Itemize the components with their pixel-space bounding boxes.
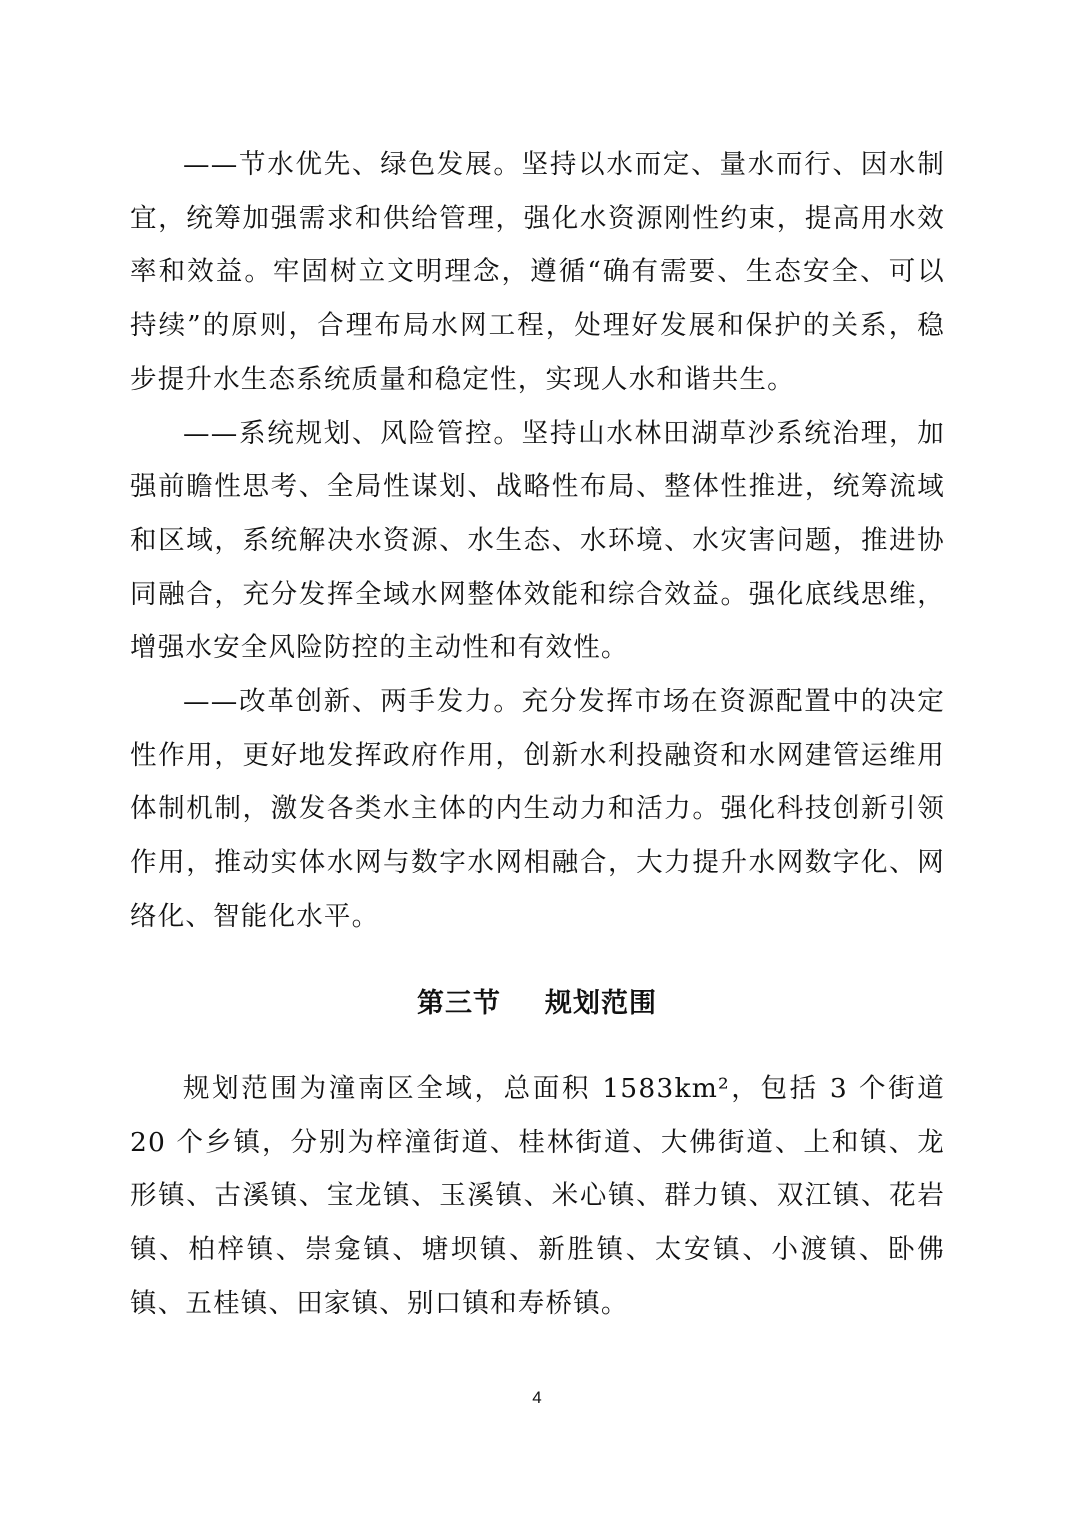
page-number: 4 xyxy=(532,1388,542,1407)
principles-body xyxy=(130,138,945,944)
section-heading xyxy=(0,980,1074,1028)
scope-paragraph: 规划范围为潼南区全域，总面积 1583km²，包括 3 个街道 20 个乡镇，分别为梓潼街道、桂林街道、大佛街道、上和镇、龙形镇、古溪镇、宝龙镇、玉溪镇、米心镇、群力镇、双江镇、花岩镇、柏梓镇、崇龛镇、塘坝镇、新胜镇、太安镇、小渡镇、卧佛镇、五桂镇、田家镇、别口镇和寿桥镇。 xyxy=(130,1073,945,1319)
principle-paragraph-system-planning: ——系统规划、风险管控。坚持山水林田湖草沙系统治理，加强前瞻性思考、全局性谋划、战略性布局、整体性推进，统筹流域和区域，系统解决水资源、水生态、水环境、水灾害问题，推进协同融合，充分发挥全域水网整体效能和综合效益。强化底线思维，增强水安全风险防控的主动性和有效性。 xyxy=(130,417,945,664)
section-number: 第三节 xyxy=(417,988,501,1019)
principle-paragraph-reform-innovation: ——改革创新、两手发力。充分发挥市场在资源配置中的决定性作用，更好地发挥政府作用，创新水利投融资和水网建管运维用体制机制，激发各类水主体的内生动力和活力。强化科技创新引领作用，推动实体水网与数字水网相融合，大力提升水网数字化、网络化、智能化水平。 xyxy=(130,686,945,932)
section-title: 规划范围 xyxy=(545,988,657,1019)
principle-paragraph-water-saving: ——节水优先、绿色发展。坚持以水而定、量水而行、因水制宜，统筹加强需求和供给管理，强化水资源刚性约束，提高用水效率和效益。牢固树立文明理念，遵循“确有需要、生态安全、可以持续”的原则，合理布局水网工程，处理好发展和保护的关系，稳步提升水生态系统质量和稳定性，实现人水和谐共生。 xyxy=(130,149,945,395)
scope-body xyxy=(130,1062,945,1331)
